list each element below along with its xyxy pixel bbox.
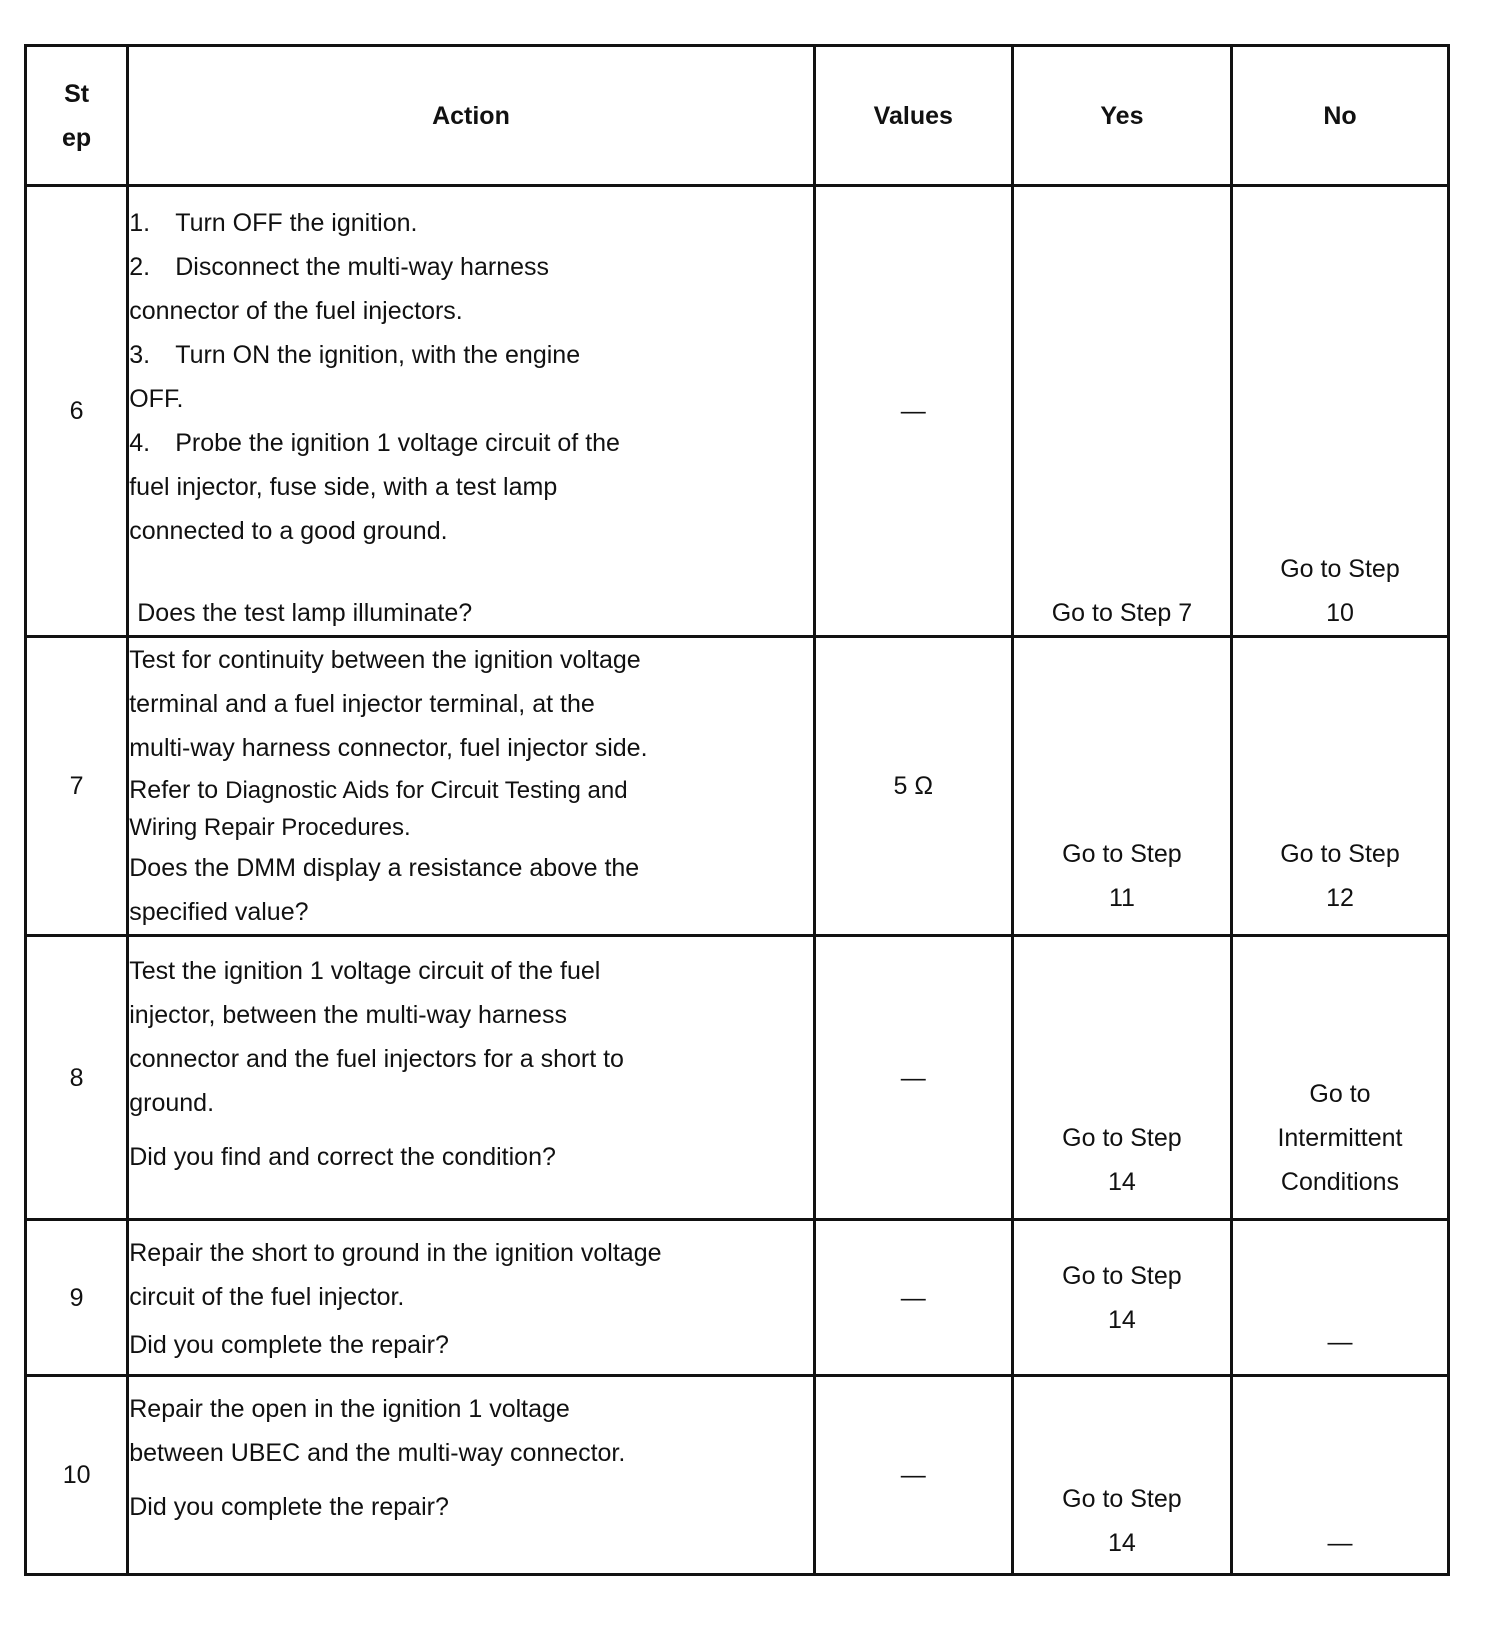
action-line: circuit of the fuel injector. <box>129 1283 405 1311</box>
action-line: ground. <box>129 1089 215 1117</box>
action-line: terminal and a fuel injector terminal, at the <box>129 690 595 718</box>
action-line: injector, between the multi-way harness <box>129 1001 567 1029</box>
yes-cell: Go to Step 14 <box>1012 1376 1231 1575</box>
action-item: 4. Probe the ignition 1 voltage circuit of the <box>129 429 620 457</box>
header-no: No <box>1231 46 1448 186</box>
table-row <box>26 1376 1449 1575</box>
action-item: 3. Turn ON the ignition, with the engine <box>129 341 581 369</box>
values-cell: — <box>814 936 1012 1220</box>
table-header-row <box>26 46 1449 186</box>
diagnostic-table <box>24 44 1450 1576</box>
step-number: 8 <box>26 936 128 1220</box>
action-item: fuel injector, fuse side, with a test lamp <box>129 473 558 501</box>
action-cell <box>128 936 814 1220</box>
action-line: between UBEC and the multi-way connector. <box>129 1439 626 1467</box>
action-question: specified value? <box>129 898 309 926</box>
header-action: Action <box>128 46 814 186</box>
action-item: OFF. <box>129 385 184 413</box>
no-cell: Go to Step 12 <box>1231 637 1448 936</box>
action-line: Test the ignition 1 voltage circuit of the fuel <box>129 957 601 985</box>
step-number: 9 <box>26 1220 128 1376</box>
yes-cell: Go to Step 7 <box>1012 186 1231 637</box>
header-yes: Yes <box>1012 46 1231 186</box>
action-cell <box>128 1220 814 1376</box>
no-cell: Go to Intermittent Conditions <box>1231 936 1448 1220</box>
action-question: Did you find and correct the condition? <box>129 1143 556 1171</box>
values-cell: — <box>814 1376 1012 1575</box>
diagnostic-aids-link[interactable]: Diagnostic Aids for Circuit Testing and <box>225 777 628 804</box>
yes-cell: Go to Step 14 <box>1012 1220 1231 1376</box>
action-item: 1. Turn OFF the ignition. <box>129 209 418 237</box>
step-number: 6 <box>26 186 128 637</box>
table-row <box>26 637 1449 936</box>
values-cell: — <box>814 186 1012 637</box>
step-number: 10 <box>26 1376 128 1575</box>
table-row <box>26 1220 1449 1376</box>
table-row <box>26 186 1449 637</box>
header-values: Values <box>814 46 1012 186</box>
action-line: multi-way harness connector, fuel injector side. <box>129 734 648 762</box>
no-cell: Go to Step 10 <box>1231 186 1448 637</box>
action-line: connector and the fuel injectors for a short to <box>129 1045 624 1073</box>
action-line: Test for continuity between the ignition voltage <box>129 646 641 674</box>
values-cell: 5 Ω <box>814 637 1012 936</box>
action-cell <box>128 1376 814 1575</box>
reference-line: Refer to Diagnostic Aids for Circuit Testing and <box>129 776 628 804</box>
action-line: Repair the short to ground in the ignition voltage <box>129 1239 662 1267</box>
yes-cell: Go to Step 11 <box>1012 637 1231 936</box>
action-cell <box>128 637 814 936</box>
action-question: Does the test lamp illuminate? <box>137 599 473 627</box>
table-row <box>26 936 1449 1220</box>
wiring-repair-link[interactable]: Wiring Repair Procedures. <box>129 814 411 841</box>
no-cell: — <box>1231 1220 1448 1376</box>
values-cell: — <box>814 1220 1012 1376</box>
action-cell <box>128 186 814 637</box>
step-number: 7 <box>26 637 128 936</box>
header-step: St ep <box>26 46 128 186</box>
yes-cell: Go to Step 14 <box>1012 936 1231 1220</box>
action-item: 2. Disconnect the multi-way harness <box>129 253 550 281</box>
action-item: connected to a good ground. <box>129 517 448 545</box>
no-cell: — <box>1231 1376 1448 1575</box>
action-question: Does the DMM display a resistance above the <box>129 854 640 882</box>
action-question: Did you complete the repair? <box>129 1493 449 1521</box>
action-item: connector of the fuel injectors. <box>129 297 463 325</box>
action-line: Repair the open in the ignition 1 voltage <box>129 1395 570 1423</box>
action-question: Did you complete the repair? <box>129 1331 449 1359</box>
